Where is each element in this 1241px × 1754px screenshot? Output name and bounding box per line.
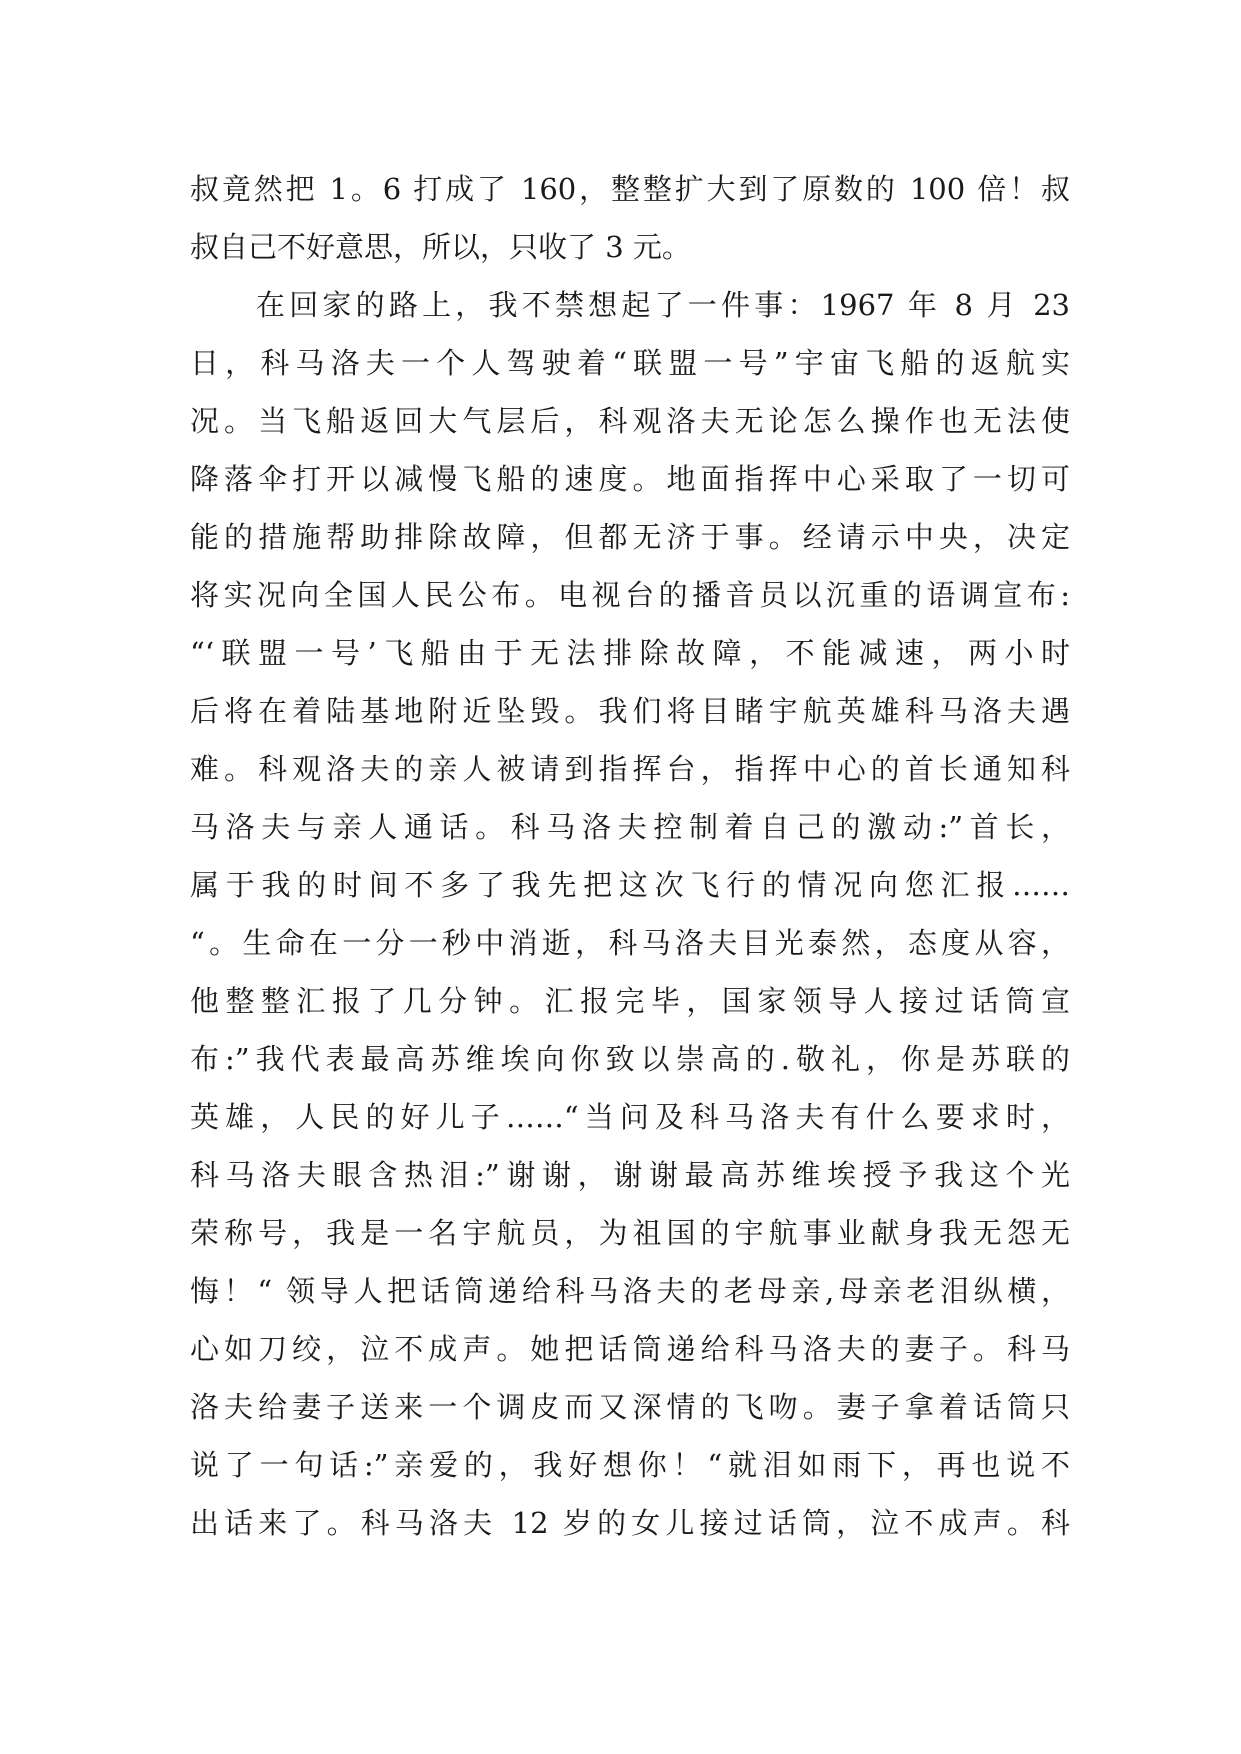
text-line-8: 将实况向全国人民公布。电视台的播音员以沉重的语调宣布: xyxy=(190,578,1070,612)
text-line-6: 降落伞打开以减慢飞船的速度。地面指挥中心采取了一切可 xyxy=(190,462,1070,496)
text-line-1: 叔竟然把 1。6 打成了 160，整整扩大到了原数的 100 倍！叔 xyxy=(190,172,1070,206)
text-line-5: 况。当飞船返回大气层后，科观洛夫无论怎么操作也无法使 xyxy=(190,404,1070,438)
text-line-23: 说了一句话:”亲爱的，我好想你！“就泪如雨下，再也说不 xyxy=(190,1448,1070,1482)
text-line-17: 英雄，人民的好儿子……“当问及科马洛夫有什么要求时， xyxy=(190,1100,1070,1134)
text-line-18: 科马洛夫眼含热泪:”谢谢，谢谢最高苏维埃授予我这个光 xyxy=(190,1158,1070,1192)
text-line-20: 悔！“ 领导人把话筒递给科马洛夫的老母亲,母亲老泪纵横， xyxy=(190,1274,1070,1308)
text-line-15: 他整整汇报了几分钟。汇报完毕，国家领导人接过话筒宣 xyxy=(190,984,1070,1018)
text-line-21: 心如刀绞，泣不成声。她把话筒递给科马洛夫的妻子。科马 xyxy=(190,1332,1070,1366)
text-line-22: 洛夫给妻子送来一个调皮而又深情的飞吻。妻子拿着话筒只 xyxy=(190,1390,1070,1424)
text-line-13: 属于我的时间不多了我先把这次飞行的情况向您汇报…… xyxy=(190,868,1070,902)
text-line-3: 在回家的路上，我不禁想起了一件事：1967 年 8 月 23 xyxy=(256,288,1070,322)
text-line-9: “‘联盟一号’飞船由于无法排除故障，不能减速，两小时 xyxy=(190,636,1070,670)
text-line-11: 难。科观洛夫的亲人被请到指挥台，指挥中心的首长通知科 xyxy=(190,752,1070,786)
text-line-19: 荣称号，我是一名宇航员，为祖国的宇航事业献身我无怨无 xyxy=(190,1216,1070,1250)
text-line-16: 布:”我代表最高苏维埃向你致以崇高的.敬礼，你是苏联的 xyxy=(190,1042,1070,1076)
text-line-14: “。生命在一分一秒中消逝，科马洛夫目光泰然，态度从容， xyxy=(190,926,1070,960)
text-line-7: 能的措施帮助排除故障，但都无济于事。经请示中央，决定 xyxy=(190,520,1070,554)
text-line-24: 出话来了。科马洛夫 12 岁的女儿接过话筒，泣不成声。科 xyxy=(190,1506,1070,1540)
body-text xyxy=(190,160,1070,1552)
text-line-10: 后将在着陆基地附近坠毁。我们将目睹宇航英雄科马洛夫遇 xyxy=(190,694,1070,728)
text-line-4: 日，科马洛夫一个人驾驶着“联盟一号”宇宙飞船的返航实 xyxy=(190,346,1070,380)
text-line-12: 马洛夫与亲人通话。科马洛夫控制着自己的激动:”首长， xyxy=(190,810,1070,844)
text-line-2: 叔自己不好意思，所以，只收了 3 元。 xyxy=(190,230,691,264)
